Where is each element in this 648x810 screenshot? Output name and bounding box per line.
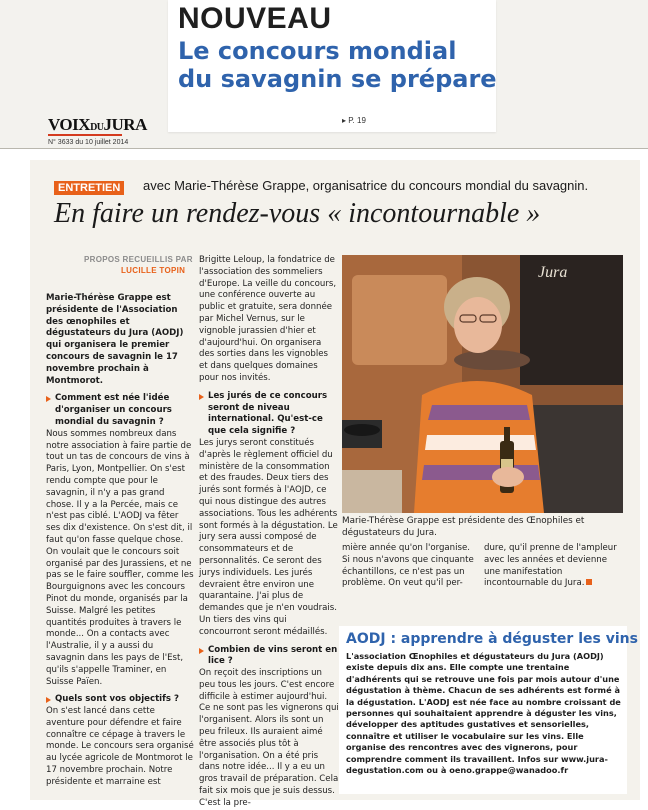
column-1 — [46, 293, 194, 789]
end-mark-icon — [586, 579, 592, 585]
newspaper-logo — [48, 115, 147, 135]
question-3: Les jurés de ce concours seront de niveau international. Qu'est-ce que cela signifie ? — [199, 391, 339, 438]
section-badge: ENTRETIEN — [54, 181, 124, 195]
question-2: Quels sont vos objectifs ? — [46, 694, 194, 706]
byline-name: LUCILLE TOPIN — [121, 266, 186, 275]
logo-underline — [48, 134, 122, 136]
logo-main: VOIX — [48, 115, 91, 134]
page-reference: ▸ P. 19 — [342, 116, 366, 125]
answer-2-continued: Brigitte Leloup, la fondatrice de l'association des sommeliers d'Europe. La veille du concours, une conférence ouverte au public et gratuite, sera donnée par Michel Vernus, sur le vignoble jurassien d'hier et d'aujourd'hui. On organisera des sorties dans les vignobles et dans quelques domaines pour nos invités. — [199, 255, 337, 383]
answer-4-continued: mière année qu'on l'organise. Si nous n'avons que cinquante échantillons, ce n'est pas un problème. On veut qu'il per- — [342, 543, 474, 589]
teaser-headline: Le concours mondial du savagnin se prépare — [178, 37, 497, 93]
answer-3: Les jurys seront constitués d'après le règlement officiel du ministère de la consommation et des fraudes. Deux tiers des jurés sont formés à l'AOJD, ce qui nous distingue des autres associations. Tous les adhérents sont formés à la dégustation. Le jury sera aussi composé de consommateurs et de personnalités. Ce seront des jurys individuels. Les jurés devraient être environ une quarantaine. J'ai plus de demandes que je n'en voudrais. Un tiers des vins qui concourront seront médaillés. — [199, 437, 338, 637]
logo-small: DU — [90, 122, 104, 133]
answer-1: Nous sommes nombreux dans notre association à faire partie de tout un tas de concours de vins à Paris, Lyon, Montpellier. On s'est rendu compte que pour le savagnin, il n'y a pas grand chose. Il y a la Percée, mais ce n'est pas ciblé. L'AODJ va fêter ses dix d'existence. On s'est dit, il faut qu'on fasse quelque chose. On voulait que le concours soit organisé par des Jurassiens, et ne pas se le faire souffler, comme les Bourguignons avec les concours Pinot du monde, organisés par la Suisse. Malgré les petites quantités produites à travers le monde... On a contacts avec l'Australie, il y a aussi du savagnin dans les pays de l'Est, qu'ils s'appelle Traminer, en Suisse Païen. — [46, 428, 194, 687]
intro-line: avec Marie-Thérèse Grappe, organisatrice du concours mondial du savagnin. — [143, 178, 589, 193]
info-box-title: AODJ : apprendre à déguster les vins — [346, 631, 638, 647]
divider — [0, 148, 648, 149]
logo-tail: JURA — [103, 115, 147, 134]
article-headline: En faire un rendez-vous « incontournable » — [54, 198, 541, 229]
column-3 — [342, 543, 480, 590]
chapeau: Marie-Thérèse Grappe est présidente de l'Association des œnophiles et dégustateurs du Jura (AODJ) qui organisera le premier concours de savagnin le 17 novembre prochain à Montmorot. — [46, 293, 184, 386]
photo-caption: Marie-Thérèse Grappe est présidente des Œnophiles et dégustateurs du Jura. — [342, 516, 585, 538]
question-1: Comment est née l'idée d'organiser un concours mondial du savagnin ? — [46, 393, 194, 428]
column-4 — [484, 543, 624, 590]
question-4: Combien de vins seront en lice ? — [199, 645, 339, 669]
info-box-text: L'association Œnophiles et dégustateurs du Jura (AODJ) existe depuis dix ans. Elle compte une trentaine d'adhérents qui se retrouve une fois par mois autour d'une dégustation à thème. Chacun de ses adhérents est formé à la dégustation. L'AODJ est née face au nombre croissant de personnes qui souhaitaient apprendre à déguster les vins, développer des aptitudes gustatives et sensorielles, connaître et utiliser le vocabulaire sur les vins. Elle organise des rencontres avec des vignerons, pour comprendre comment ils travaillent. Infos sur www.jura-degustation.com ou à oeno.grappe@wanadoo.fr — [346, 651, 621, 776]
portrait-illustration — [342, 255, 623, 513]
kicker: NOUVEAU — [178, 2, 332, 35]
byline-label: PROPOS RECUEILLIS PAR — [84, 255, 193, 264]
column-2 — [199, 255, 339, 810]
answer-4-end: dure, qu'il prenne de l'ampleur avec les années et devienne une manifestation incontournable du Jura. — [484, 543, 617, 589]
issue-line: N° 3633 du 10 juillet 2014 — [48, 139, 129, 146]
answer-2: On s'est lancé dans cette aventure pour défendre et faire connaître ce cépage à travers le monde. Le concours sera organisé au lycée agricole de Montmorot le 17 novembre prochain. Notre présidente et marraine est — [46, 706, 194, 787]
portrait-photo — [342, 255, 623, 513]
answer-4: On reçoit des inscriptions un peu tous les jours. C'est encore difficile à estimer aujourd'hui. Ce ne sont pas les vignerons qui l'organisent. Alors ils sont un peu frileux. Ils auraient aimé être associés plus tôt à l'organisation. On a été pris dans notre idée... Il y a eu un gros travail de préparation. Cela fait six mois que je suis dessus. C'est la pre- — [199, 668, 339, 808]
photo-sign-text: Jura — [538, 264, 568, 281]
